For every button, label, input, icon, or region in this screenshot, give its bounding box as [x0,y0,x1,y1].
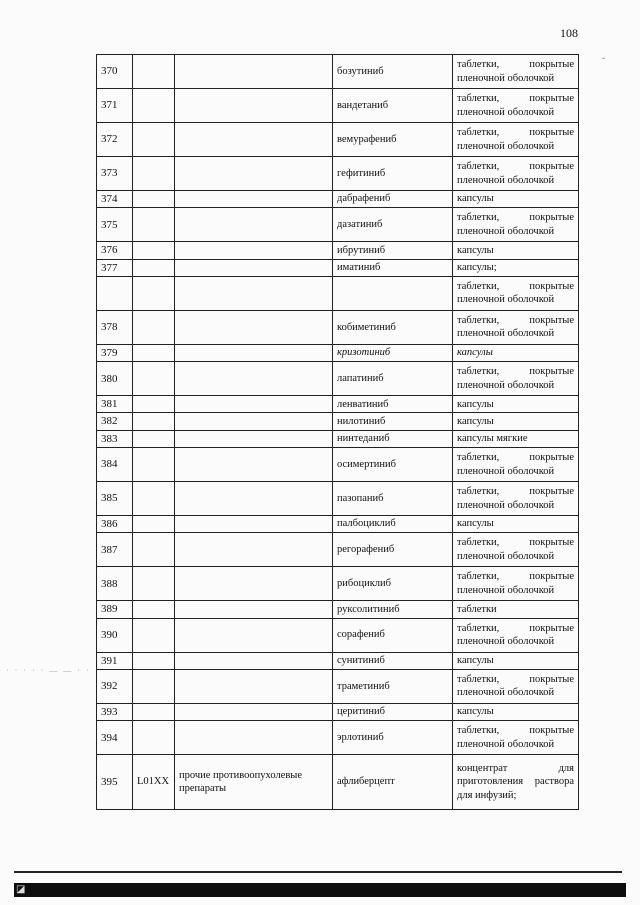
atc-code-cell [133,516,175,533]
atc-code-cell [133,55,175,89]
row-number-cell: 375 [97,208,133,242]
table-row [97,618,579,652]
table-row [97,208,579,242]
drug-name-cell: ибрутиниб [333,242,453,259]
dosage-form-cell: капсулы [453,344,579,361]
table-row [97,396,579,413]
group-name-cell [175,448,333,482]
row-number-cell: 392 [97,669,133,703]
atc-code-cell [133,310,175,344]
drug-name-cell: вемурафениб [333,123,453,157]
row-number-cell: 393 [97,703,133,720]
table-row [97,362,579,396]
row-number-cell: 390 [97,618,133,652]
table-row [97,276,579,310]
group-name-cell [175,482,333,516]
table-row [97,703,579,720]
dosage-form-cell: концентрат для приготовления раствора для инфузий; [453,755,579,810]
atc-code-cell [133,601,175,618]
drug-name-cell: кобиметиниб [333,310,453,344]
dosage-form-cell: таблетки, покрытые пленочной оболочкой [453,533,579,567]
atc-code-cell [133,157,175,191]
row-number-cell: 394 [97,721,133,755]
drug-name-cell: нинтеданиб [333,430,453,447]
atc-code-cell [133,669,175,703]
dosage-form-cell: таблетки, покрытые пленочной оболочкой [453,669,579,703]
table-row [97,430,579,447]
dosage-form-cell: таблетки, покрытые пленочной оболочкой [453,721,579,755]
atc-code-cell [133,276,175,310]
table-row [97,242,579,259]
row-number-cell [97,276,133,310]
dosage-form-cell: капсулы мягкие [453,430,579,447]
drug-name-cell: вандетаниб [333,89,453,123]
row-number-cell: 395 [97,755,133,810]
table-row [97,755,579,810]
row-number-cell: 386 [97,516,133,533]
row-number-cell: 387 [97,533,133,567]
atc-code-cell [133,259,175,276]
row-number-cell: 380 [97,362,133,396]
atc-code-cell [133,413,175,430]
group-name-cell [175,208,333,242]
page-number: 108 [560,26,578,40]
atc-code-cell [133,242,175,259]
group-name-cell [175,242,333,259]
dosage-form-cell: таблетки, покрытые пленочной оболочкой [453,362,579,396]
dosage-form-cell: капсулы; [453,259,579,276]
dosage-form-cell: капсулы [453,516,579,533]
row-number-cell: 384 [97,448,133,482]
row-number-cell: 379 [97,344,133,361]
row-number-cell: 383 [97,430,133,447]
dosage-form-cell: капсулы [453,191,579,208]
group-name-cell [175,413,333,430]
group-name-cell [175,259,333,276]
dosage-form-cell: таблетки, покрытые пленочной оболочкой [453,482,579,516]
table-row [97,567,579,601]
group-name-cell [175,721,333,755]
dosage-form-cell: таблетки, покрытые пленочной оболочкой [453,448,579,482]
table-row [97,344,579,361]
scan-corner-icon: ◪ [16,884,26,895]
atc-code-cell [133,721,175,755]
row-number-cell: 378 [97,310,133,344]
drug-name-cell: регорафениб [333,533,453,567]
drug-name-cell: иматиниб [333,259,453,276]
dosage-form-cell: таблетки, покрытые пленочной оболочкой [453,208,579,242]
group-name-cell [175,89,333,123]
group-name-cell [175,276,333,310]
group-name-cell [175,344,333,361]
atc-code-cell [133,482,175,516]
dosage-form-cell: капсулы [453,242,579,259]
drug-name-cell: гефитиниб [333,157,453,191]
atc-code-cell [133,652,175,669]
margin-dots: · · · · · — — · · [6,666,91,675]
dosage-form-cell: капсулы [453,413,579,430]
dosage-form-cell: таблетки [453,601,579,618]
table-row [97,669,579,703]
table-row [97,448,579,482]
scan-mark: ˇ [602,56,605,66]
group-name-cell [175,703,333,720]
group-name-cell [175,516,333,533]
group-name-cell [175,618,333,652]
row-number-cell: 381 [97,396,133,413]
dosage-form-cell: таблетки, покрытые пленочной оболочкой [453,89,579,123]
table-body [97,55,579,810]
group-name-cell [175,669,333,703]
drug-name-cell: дазатиниб [333,208,453,242]
atc-code-cell [133,703,175,720]
table-row [97,413,579,430]
row-number-cell: 389 [97,601,133,618]
drug-name-cell [333,276,453,310]
group-name-cell [175,430,333,447]
drug-name-cell: лапатиниб [333,362,453,396]
row-number-cell: 382 [97,413,133,430]
drug-name-cell: церитиниб [333,703,453,720]
table-row [97,55,579,89]
drug-name-cell: дабрафениб [333,191,453,208]
drug-name-cell: палбоциклиб [333,516,453,533]
dosage-form-cell: капсулы [453,652,579,669]
group-name-cell [175,191,333,208]
atc-code-cell [133,191,175,208]
table-row [97,123,579,157]
footer-rule [14,871,622,873]
dosage-form-cell: таблетки, покрытые пленочной оболочкой [453,157,579,191]
atc-code-cell [133,89,175,123]
drug-list-table [96,54,579,810]
dosage-form-cell: таблетки, покрытые пленочной оболочкой [453,55,579,89]
row-number-cell: 388 [97,567,133,601]
atc-code-cell [133,430,175,447]
group-name-cell [175,362,333,396]
table-row [97,482,579,516]
dosage-form-cell: капсулы [453,396,579,413]
group-name-cell [175,533,333,567]
drug-name-cell: рибоциклиб [333,567,453,601]
footer-bar [14,883,626,897]
atc-code-cell [133,123,175,157]
dosage-form-cell: таблетки, покрытые пленочной оболочкой [453,310,579,344]
group-name-cell [175,652,333,669]
table-row [97,310,579,344]
row-number-cell: 374 [97,191,133,208]
atc-code-cell: L01XX [133,755,175,810]
drug-name-cell: осимертиниб [333,448,453,482]
group-name-cell [175,396,333,413]
drug-name-cell: пазопаниб [333,482,453,516]
drug-name-cell: эрлотиниб [333,721,453,755]
table-row [97,721,579,755]
drug-name-cell: сорафениб [333,618,453,652]
dosage-form-cell: таблетки, покрытые пленочной оболочкой [453,567,579,601]
atc-code-cell [133,448,175,482]
drug-name-cell: сунитиниб [333,652,453,669]
row-number-cell: 372 [97,123,133,157]
table-row [97,191,579,208]
dosage-form-cell: таблетки, покрытые пленочной оболочкой [453,123,579,157]
table-row [97,157,579,191]
drug-name-cell: кризотиниб [333,344,453,361]
drug-name-cell: бозутиниб [333,55,453,89]
atc-code-cell [133,344,175,361]
table-row [97,259,579,276]
atc-code-cell [133,208,175,242]
dosage-form-cell: таблетки, покрытые пленочной оболочкой [453,276,579,310]
atc-code-cell [133,618,175,652]
atc-code-cell [133,362,175,396]
table-row [97,533,579,567]
table-row [97,652,579,669]
atc-code-cell [133,396,175,413]
table-row [97,89,579,123]
row-number-cell: 376 [97,242,133,259]
group-name-cell [175,601,333,618]
row-number-cell: 391 [97,652,133,669]
row-number-cell: 385 [97,482,133,516]
dosage-form-cell: таблетки, покрытые пленочной оболочкой [453,618,579,652]
drug-name-cell: траметиниб [333,669,453,703]
dosage-form-cell: капсулы [453,703,579,720]
row-number-cell: 373 [97,157,133,191]
atc-code-cell [133,533,175,567]
table-row [97,601,579,618]
group-name-cell [175,55,333,89]
drug-name-cell: руксолитиниб [333,601,453,618]
drug-name-cell: нилотиниб [333,413,453,430]
group-name-cell [175,310,333,344]
group-name-cell: прочие противоопухолевые препараты [175,755,333,810]
drug-name-cell: ленватиниб [333,396,453,413]
atc-code-cell [133,567,175,601]
drug-name-cell: афлиберцепт [333,755,453,810]
row-number-cell: 370 [97,55,133,89]
row-number-cell: 377 [97,259,133,276]
table-row [97,516,579,533]
group-name-cell [175,567,333,601]
group-name-cell [175,157,333,191]
row-number-cell: 371 [97,89,133,123]
group-name-cell [175,123,333,157]
